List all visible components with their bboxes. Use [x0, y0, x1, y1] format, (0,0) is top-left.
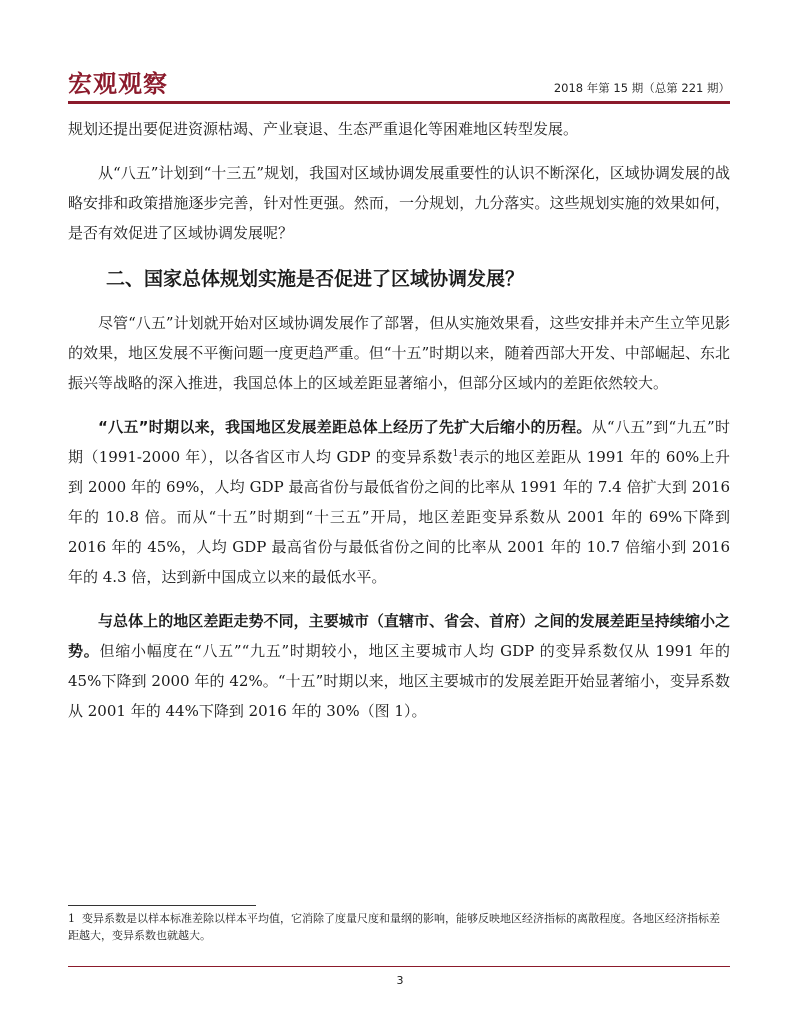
footnote-ref[interactable]: 1	[452, 449, 459, 459]
footnote-text: 变异系数是以样本标准差除以样本平均值，它消除了度量尺度和量纲的影响，能够反映地区经济指标的离散程度。各地区经济指标差距越大，变异系数也就越大。	[68, 912, 720, 942]
footnote-divider	[68, 905, 256, 906]
footnote	[68, 910, 730, 944]
footnote-number: 1	[68, 912, 75, 925]
page-number: 3	[396, 974, 404, 987]
paragraph-5-text: 但缩小幅度在“八五”“九五”时期较小，地区主要城市人均 GDP 的变异系数仅从 1991 年的 45%下降到 2000 年的 42%。“十五”时期以来，地区主要城市的发展差距开始显著缩小，变异系数从 2001 年的 44%下降到 2016 年的 30%（图 1）。	[68, 642, 730, 720]
paragraph-4-text-b: 表示的地区差距从 1991 年的 60%上升到 2000 年的 69%，人均 GDP 最高省份与最低省份之间的比率从 1991 年的 7.4 倍扩大到 2016 年的 10.8 倍。而从“十五”时期到“十三五”开局，地区差距变异系数从 2001 年的 69%下降到 2016 年的 45%，人均 GDP 最高省份与最低省份之间的比率从 2001 年的 10.7 倍缩小到 2016 年的 4.3 倍，达到新中国成立以来的最低水平。	[68, 448, 730, 586]
section-heading: 二、国家总体规划实施是否促进了区域协调发展？	[106, 268, 525, 290]
paragraph-3: 尽管“八五”计划就开始对区域协调发展作了部署，但从实施效果看，这些安排并未产生立竿见影的效果，地区发展不平衡问题一度更趋严重。但“十五”时期以来，随着西部大开发、中部崛起、东北振兴等战略的深入推进，我国总体上的区域差距显著缩小，但部分区域内的差距依然较大。	[68, 314, 730, 392]
paragraph-5-lead: 与总体上的地区差距走势不同，主要城市（直辖市、省会、首府）之间的发展差距呈持续缩小之势。	[68, 612, 730, 660]
paragraph-5	[68, 606, 730, 726]
paragraph-2: 从“八五”计划到“十三五”规划，我国对区域协调发展重要性的认识不断深化，区域协调发展的战略安排和政策措施逐步完善，针对性更强。然而，一分规划，九分落实。这些规划实施的效果如何，是否有效促进了区域协调发展呢？	[68, 164, 730, 242]
header-divider	[68, 101, 730, 104]
paragraph-4	[68, 412, 730, 592]
footer-divider	[68, 966, 730, 967]
article-body	[68, 114, 730, 740]
paragraph-4-text-a: 从“八五”到“九五”时期（1991-2000 年），以各省区市人均 GDP 的变异系数	[68, 418, 730, 466]
journal-title: 宏观观察	[68, 70, 168, 98]
paragraph-1: 规划还提出要促进资源枯竭、产业衰退、生态严重退化等困难地区转型发展。	[68, 120, 579, 138]
issue-number: 2018 年第 15 期（总第 221 期）	[553, 81, 730, 95]
paragraph-4-lead: “八五”时期以来，我国地区发展差距总体上经历了先扩大后缩小的历程。	[98, 418, 592, 436]
